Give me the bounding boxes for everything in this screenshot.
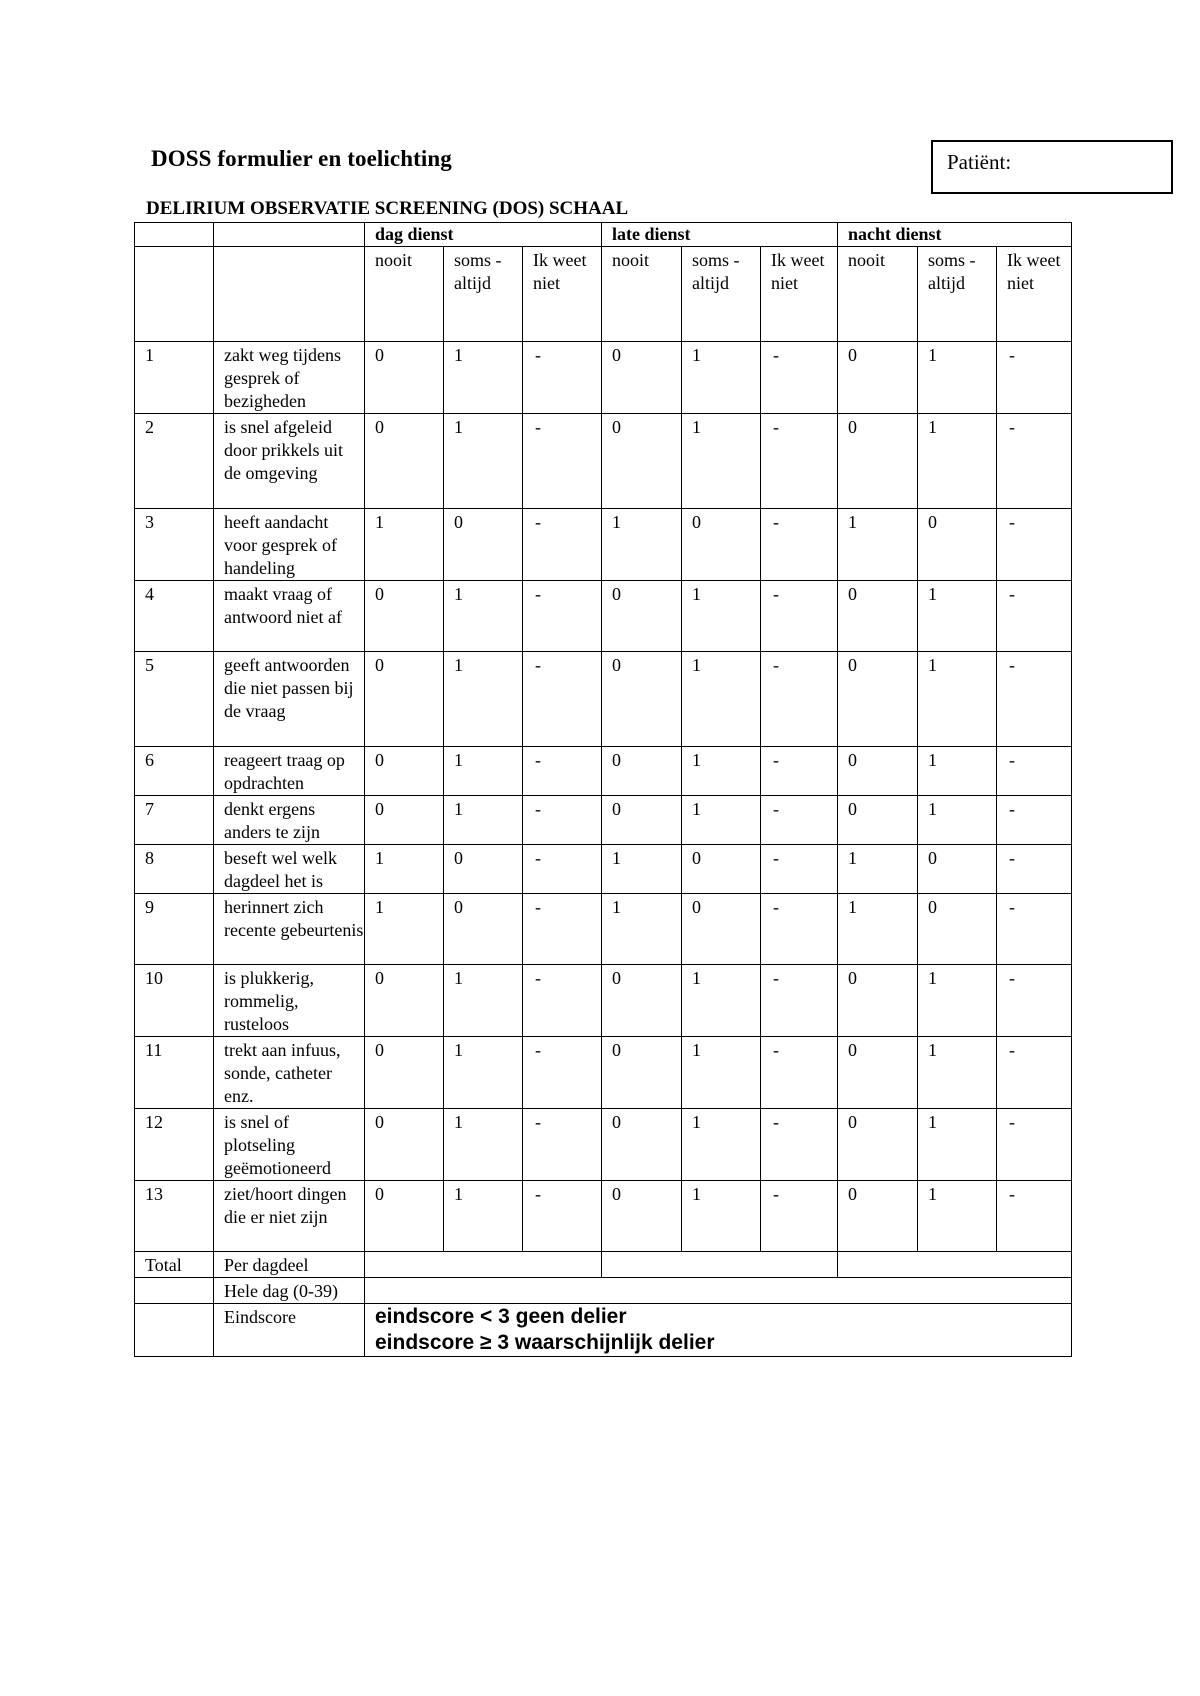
item-row xyxy=(135,894,1072,965)
score-cell[interactable]: 1 xyxy=(682,965,761,1037)
item-description: maakt vraag of antwoord niet af xyxy=(214,581,365,652)
score-cell[interactable]: - xyxy=(761,747,838,796)
item-number: 1 xyxy=(135,342,214,414)
score-cell[interactable]: 0 xyxy=(602,342,682,414)
score-cell[interactable]: 0 xyxy=(365,965,444,1037)
item-description: trekt aan infuus, sonde, catheter enz. xyxy=(214,1037,365,1109)
total-nacht-cell[interactable] xyxy=(838,1252,1072,1278)
score-cell[interactable]: 1 xyxy=(918,414,997,509)
score-cell[interactable]: 1 xyxy=(918,747,997,796)
item-description: heeft aandacht voor gesprek of handeling xyxy=(214,509,365,581)
score-cell[interactable]: - xyxy=(997,342,1072,414)
score-cell[interactable]: - xyxy=(761,894,838,965)
option-soms-altijd: soms - altijd xyxy=(682,247,761,342)
score-cell[interactable]: 0 xyxy=(602,414,682,509)
score-cell[interactable]: - xyxy=(997,1109,1072,1181)
option-weet-niet: Ik weet niet xyxy=(523,247,602,342)
answer-header-row xyxy=(135,247,1072,342)
option-soms-altijd: soms - altijd xyxy=(918,247,997,342)
score-cell[interactable]: - xyxy=(997,1037,1072,1109)
score-cell[interactable]: 1 xyxy=(918,796,997,845)
score-cell[interactable]: 1 xyxy=(682,652,761,747)
item-row xyxy=(135,796,1072,845)
item-row xyxy=(135,845,1072,894)
score-cell[interactable]: 1 xyxy=(444,581,523,652)
item-row xyxy=(135,414,1072,509)
item-row xyxy=(135,509,1072,581)
score-cell[interactable]: 0 xyxy=(365,652,444,747)
score-cell[interactable]: - xyxy=(523,796,602,845)
score-cell[interactable]: 0 xyxy=(365,1037,444,1109)
score-cell[interactable]: 0 xyxy=(444,509,523,581)
item-number: 4 xyxy=(135,581,214,652)
score-cell[interactable]: - xyxy=(761,414,838,509)
score-cell[interactable]: 1 xyxy=(444,1109,523,1181)
score-cell[interactable]: 0 xyxy=(602,747,682,796)
score-cell[interactable]: 1 xyxy=(682,414,761,509)
score-cell[interactable]: 1 xyxy=(682,1037,761,1109)
score-cell[interactable]: - xyxy=(997,894,1072,965)
score-cell[interactable]: 1 xyxy=(918,1109,997,1181)
score-cell[interactable]: 0 xyxy=(602,796,682,845)
score-cell[interactable]: 0 xyxy=(682,894,761,965)
score-cell[interactable]: - xyxy=(997,509,1072,581)
score-cell[interactable]: 0 xyxy=(602,965,682,1037)
item-number: 7 xyxy=(135,796,214,845)
score-cell[interactable]: - xyxy=(523,965,602,1037)
score-cell[interactable]: 0 xyxy=(918,894,997,965)
score-cell[interactable]: 1 xyxy=(682,342,761,414)
shift-header-row xyxy=(135,223,1072,247)
patient-field[interactable] xyxy=(931,140,1173,194)
score-cell[interactable]: 0 xyxy=(838,581,918,652)
score-cell[interactable]: 0 xyxy=(365,747,444,796)
item-number: 6 xyxy=(135,747,214,796)
option-nooit: nooit xyxy=(602,247,682,342)
hele-dag-label: Hele dag (0-39) xyxy=(214,1278,365,1304)
score-cell[interactable]: 1 xyxy=(444,342,523,414)
score-cell[interactable]: - xyxy=(997,652,1072,747)
score-cell[interactable]: - xyxy=(761,1181,838,1252)
item-description: reageert traag op opdrachten xyxy=(214,747,365,796)
option-weet-niet: Ik weet niet xyxy=(761,247,838,342)
item-number: 5 xyxy=(135,652,214,747)
score-cell[interactable]: 0 xyxy=(838,965,918,1037)
item-number: 11 xyxy=(135,1037,214,1109)
score-cell[interactable]: 1 xyxy=(444,965,523,1037)
eindscore-cell[interactable] xyxy=(365,1304,1072,1357)
option-nooit: nooit xyxy=(838,247,918,342)
score-cell[interactable]: 1 xyxy=(682,796,761,845)
score-cell[interactable]: 0 xyxy=(918,845,997,894)
score-cell[interactable]: 1 xyxy=(918,1037,997,1109)
score-cell[interactable]: 0 xyxy=(838,342,918,414)
scale-title: DELIRIUM OBSERVATIE SCREENING (DOS) SCHAAL xyxy=(146,198,629,219)
total-dag-cell[interactable] xyxy=(365,1252,602,1278)
score-cell[interactable]: 0 xyxy=(838,1037,918,1109)
item-description: is plukkerig, rommelig, rusteloos xyxy=(214,965,365,1037)
total-row xyxy=(135,1252,1072,1278)
score-cell[interactable]: - xyxy=(997,965,1072,1037)
doss-scale-table xyxy=(134,222,1072,1357)
score-cell[interactable]: 0 xyxy=(602,1181,682,1252)
score-cell[interactable]: 0 xyxy=(365,1109,444,1181)
score-cell[interactable]: 0 xyxy=(365,342,444,414)
header-blank xyxy=(214,247,365,342)
score-cell[interactable]: 0 xyxy=(602,652,682,747)
option-weet-niet: Ik weet niet xyxy=(997,247,1072,342)
score-cell[interactable]: 1 xyxy=(444,414,523,509)
score-cell[interactable]: 1 xyxy=(365,509,444,581)
score-cell[interactable]: 1 xyxy=(365,894,444,965)
score-cell[interactable]: - xyxy=(997,747,1072,796)
score-cell[interactable]: 0 xyxy=(838,1109,918,1181)
score-cell[interactable]: 0 xyxy=(682,509,761,581)
score-cell[interactable]: - xyxy=(761,342,838,414)
score-cell[interactable]: 0 xyxy=(365,414,444,509)
score-cell[interactable]: 1 xyxy=(444,1181,523,1252)
score-cell[interactable]: 0 xyxy=(602,1037,682,1109)
score-cell[interactable]: 0 xyxy=(365,1181,444,1252)
score-cell[interactable]: - xyxy=(761,796,838,845)
item-row xyxy=(135,1181,1072,1252)
score-cell[interactable]: - xyxy=(761,652,838,747)
score-cell[interactable]: 0 xyxy=(838,796,918,845)
header-blank xyxy=(214,223,365,247)
score-cell[interactable]: 1 xyxy=(838,845,918,894)
item-description: is snel afgeleid door prikkels uit de omgeving xyxy=(214,414,365,509)
item-row xyxy=(135,581,1072,652)
total-label: Total xyxy=(135,1252,214,1278)
score-cell[interactable]: 0 xyxy=(838,747,918,796)
score-cell[interactable]: 1 xyxy=(365,845,444,894)
option-nooit: nooit xyxy=(365,247,444,342)
score-cell[interactable]: - xyxy=(997,796,1072,845)
score-cell[interactable]: 0 xyxy=(838,1181,918,1252)
score-cell[interactable]: - xyxy=(523,509,602,581)
score-cell[interactable]: - xyxy=(523,1109,602,1181)
score-cell[interactable]: - xyxy=(523,414,602,509)
score-cell[interactable]: 1 xyxy=(918,965,997,1037)
score-cell[interactable]: 1 xyxy=(444,747,523,796)
item-number: 3 xyxy=(135,509,214,581)
score-cell[interactable]: 0 xyxy=(918,509,997,581)
score-cell[interactable]: 1 xyxy=(682,1181,761,1252)
score-cell[interactable]: 1 xyxy=(444,796,523,845)
score-cell[interactable]: - xyxy=(523,747,602,796)
score-cell[interactable]: 0 xyxy=(838,414,918,509)
score-cell[interactable]: 1 xyxy=(444,652,523,747)
item-row xyxy=(135,1037,1072,1109)
score-cell[interactable]: 1 xyxy=(918,652,997,747)
eindscore-label: Eindscore xyxy=(214,1304,365,1357)
document-title: DOSS formulier en toelichting xyxy=(151,146,452,171)
header-blank xyxy=(135,247,214,342)
shift-late-header: late dienst xyxy=(602,223,838,247)
item-number: 10 xyxy=(135,965,214,1037)
score-cell[interactable]: 1 xyxy=(602,845,682,894)
score-cell[interactable]: 0 xyxy=(838,652,918,747)
score-cell[interactable]: - xyxy=(523,1037,602,1109)
score-cell[interactable]: 0 xyxy=(602,1109,682,1181)
item-number: 12 xyxy=(135,1109,214,1181)
score-cell[interactable]: - xyxy=(997,414,1072,509)
score-cell[interactable]: 0 xyxy=(682,845,761,894)
patient-label: Patiënt: xyxy=(947,150,1012,174)
score-cell[interactable]: 1 xyxy=(682,1109,761,1181)
score-cell[interactable]: - xyxy=(523,845,602,894)
score-cell[interactable]: - xyxy=(761,845,838,894)
item-number: 9 xyxy=(135,894,214,965)
score-cell[interactable]: 1 xyxy=(682,747,761,796)
score-cell[interactable]: - xyxy=(997,845,1072,894)
score-cell[interactable]: 0 xyxy=(444,894,523,965)
item-number: 13 xyxy=(135,1181,214,1252)
score-cell[interactable]: - xyxy=(997,581,1072,652)
score-cell[interactable]: - xyxy=(523,894,602,965)
item-number: 2 xyxy=(135,414,214,509)
score-cell[interactable]: - xyxy=(761,1037,838,1109)
item-row xyxy=(135,965,1072,1037)
score-cell[interactable]: 1 xyxy=(682,581,761,652)
score-cell[interactable]: - xyxy=(997,1181,1072,1252)
score-cell[interactable]: 1 xyxy=(838,509,918,581)
item-description: is snel of plotseling geëmotioneerd xyxy=(214,1109,365,1181)
item-description: denkt ergens anders te zijn xyxy=(214,796,365,845)
blank-cell xyxy=(135,1278,214,1304)
per-dagdeel-label: Per dagdeel xyxy=(214,1252,365,1278)
option-soms-altijd: soms - altijd xyxy=(444,247,523,342)
shift-dag-header: dag dienst xyxy=(365,223,602,247)
score-cell[interactable]: - xyxy=(523,342,602,414)
item-row xyxy=(135,652,1072,747)
score-cell[interactable]: 1 xyxy=(602,509,682,581)
total-late-cell[interactable] xyxy=(602,1252,838,1278)
blank-cell xyxy=(135,1304,214,1357)
shift-nacht-header: nacht dienst xyxy=(838,223,1072,247)
score-cell[interactable]: 0 xyxy=(365,796,444,845)
score-cell[interactable]: - xyxy=(523,581,602,652)
hele-dag-row xyxy=(135,1278,1072,1304)
eindscore-rule-waarschijnlijk-delier: eindscore ≥ 3 waarschijnlijk delier xyxy=(375,1331,715,1354)
score-cell[interactable]: - xyxy=(761,1109,838,1181)
item-row xyxy=(135,1109,1072,1181)
score-cell[interactable]: 1 xyxy=(838,894,918,965)
item-description: herinnert zich recente gebeurtenis xyxy=(214,894,365,965)
score-cell[interactable]: 0 xyxy=(444,845,523,894)
item-description: ziet/hoort dingen die er niet zijn xyxy=(214,1181,365,1252)
score-cell[interactable]: - xyxy=(761,965,838,1037)
score-cell[interactable]: 0 xyxy=(365,581,444,652)
score-cell[interactable]: 1 xyxy=(918,1181,997,1252)
score-cell[interactable]: 1 xyxy=(918,342,997,414)
score-cell[interactable]: 1 xyxy=(918,581,997,652)
score-cell[interactable]: 1 xyxy=(602,894,682,965)
score-cell[interactable]: - xyxy=(523,652,602,747)
item-description: zakt weg tijdens gesprek of bezigheden xyxy=(214,342,365,414)
score-cell[interactable]: 1 xyxy=(444,1037,523,1109)
score-cell[interactable]: - xyxy=(761,509,838,581)
score-cell[interactable]: - xyxy=(523,1181,602,1252)
hele-dag-cell[interactable] xyxy=(365,1278,1072,1304)
header-blank xyxy=(135,223,214,247)
eindscore-row xyxy=(135,1304,1072,1357)
item-description: geeft antwoorden die niet passen bij de vraag xyxy=(214,652,365,747)
score-cell[interactable]: 0 xyxy=(602,581,682,652)
score-cell[interactable]: - xyxy=(761,581,838,652)
item-row xyxy=(135,747,1072,796)
eindscore-rule-geen-delier: eindscore < 3 geen delier xyxy=(375,1305,627,1328)
item-row xyxy=(135,342,1072,414)
item-number: 8 xyxy=(135,845,214,894)
item-description: beseft wel welk dagdeel het is xyxy=(214,845,365,894)
